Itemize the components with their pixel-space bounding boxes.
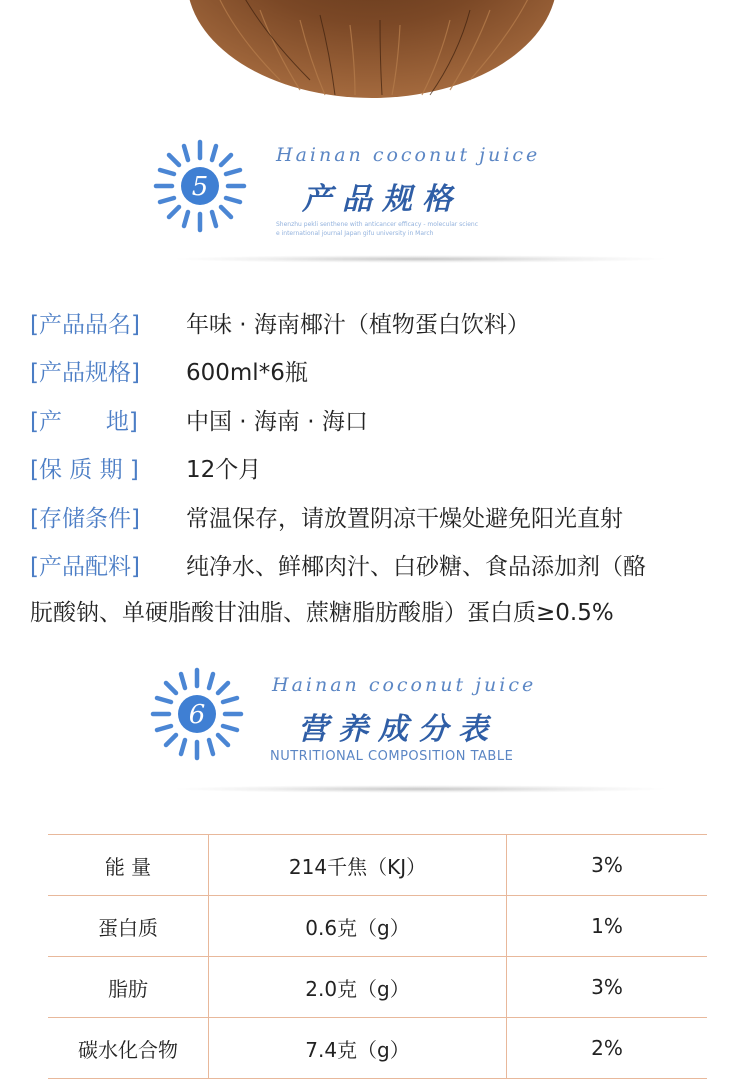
table-row	[48, 835, 707, 896]
spec-row-size	[30, 347, 730, 396]
divider-shadow	[170, 255, 670, 263]
nutrient-name: 蛋白质	[48, 896, 209, 957]
tiny-caption-1: Shenzhu pekli senthene with anticancer efficacy - molecular scienc	[276, 221, 479, 228]
en-title: Hainan coconut juice	[272, 674, 537, 696]
ingredients-continued: 朊酸钠、单硬脂酸甘油脂、蔗糖脂肪酸脂）蛋白质≥0.5%	[30, 600, 614, 626]
sun-icon	[150, 136, 250, 236]
nutrient-amount: 0.6克（g）	[209, 896, 507, 957]
spec-label: [产品配料]	[30, 554, 140, 581]
nutrient-nrv: 3%	[507, 957, 708, 1018]
spec-list	[30, 298, 730, 637]
spec-value: 600ml*6瓶	[186, 360, 308, 387]
nutrient-nrv: 2%	[507, 1018, 708, 1079]
spec-row-name	[30, 298, 730, 347]
nutrient-amount: 2.0克（g）	[209, 957, 507, 1018]
table-row	[48, 1018, 707, 1079]
section-title: 产品规格	[302, 182, 462, 217]
spec-value: 常温保存，请放置阴凉干燥处避免阳光直射	[186, 505, 623, 532]
spec-row-shelf-life	[30, 444, 730, 493]
spec-label: [产品品名]	[30, 311, 140, 338]
nutrient-name: 能 量	[48, 835, 209, 896]
spec-value: 中国 · 海南 · 海口	[186, 408, 368, 435]
spec-row-ingredients	[30, 541, 730, 590]
nutrient-name: 脂肪	[48, 957, 209, 1018]
spec-label: [保 质 期 ]	[30, 457, 139, 484]
tiny-caption-2: e international journal Japan gifu university in March	[276, 230, 434, 237]
coconut-image	[150, 0, 600, 100]
en-title: Hainan coconut juice	[276, 144, 541, 166]
table-row	[48, 896, 707, 957]
nutrient-nrv: 1%	[507, 896, 708, 957]
nutrition-table	[48, 834, 707, 1079]
divider-shadow	[170, 785, 670, 793]
section-subtitle: NUTRITIONAL COMPOSITION TABLE	[270, 749, 514, 764]
spec-label: [产品规格]	[30, 360, 140, 387]
nutrient-nrv: 3%	[507, 835, 708, 896]
sun-icon	[147, 664, 247, 764]
section-number: 5	[191, 172, 209, 202]
spec-row-storage	[30, 492, 730, 541]
section-6-header	[0, 660, 750, 790]
nutrient-name: 碳水化合物	[48, 1018, 209, 1079]
spec-value: 12个月	[186, 457, 262, 484]
nutrient-amount: 7.4克（g）	[209, 1018, 507, 1079]
spec-label: [产 地]	[30, 408, 138, 435]
table-row	[48, 957, 707, 1018]
spec-label: [存储条件]	[30, 505, 140, 532]
spec-value: 纯净水、鲜椰肉汁、白砂糖、食品添加剂（酪	[186, 554, 646, 581]
nutrient-amount: 214千焦（KJ）	[209, 835, 507, 896]
spec-row-origin	[30, 395, 730, 444]
spec-value: 年味 · 海南椰汁（植物蛋白饮料）	[186, 311, 530, 338]
section-5-header	[0, 130, 750, 260]
section-title: 营养成分表	[298, 712, 498, 747]
section-number: 6	[188, 700, 206, 730]
